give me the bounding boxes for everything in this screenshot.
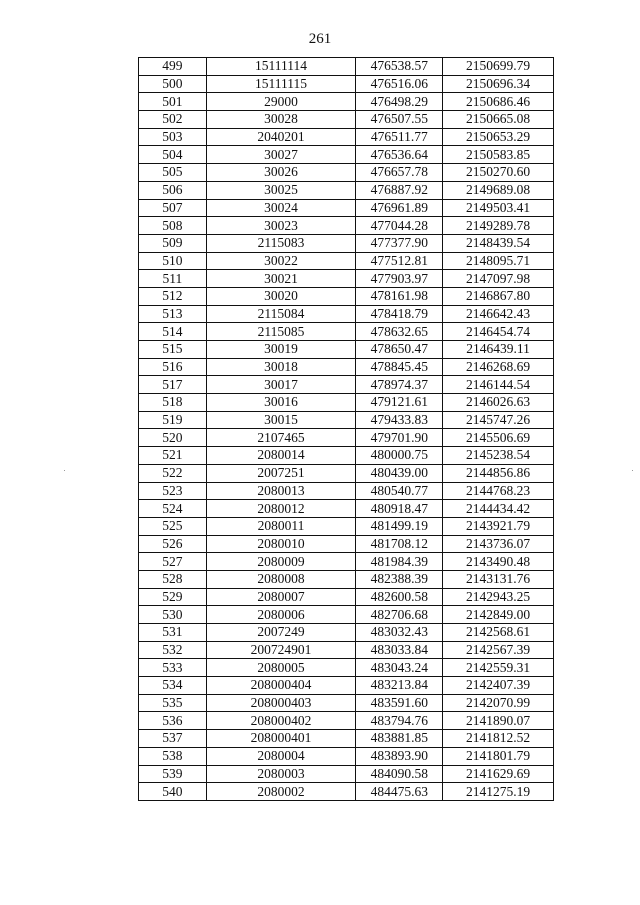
point-id-cell: 208000404 — [206, 677, 356, 695]
table-row — [139, 128, 554, 146]
point-number-cell: 521 — [139, 447, 207, 465]
point-number-cell: 510 — [139, 252, 207, 270]
x-coordinate-cell: 478650.47 — [356, 341, 443, 359]
point-id-cell: 2080010 — [206, 535, 356, 553]
y-coordinate-cell: 2144768.23 — [443, 482, 554, 500]
y-coordinate-cell: 2141275.19 — [443, 783, 554, 801]
point-number-cell: 534 — [139, 677, 207, 695]
y-coordinate-cell: 2146026.63 — [443, 394, 554, 412]
x-coordinate-cell: 483213.84 — [356, 677, 443, 695]
table-row — [139, 93, 554, 111]
y-coordinate-cell: 2150665.08 — [443, 111, 554, 129]
point-number-cell: 540 — [139, 783, 207, 801]
x-coordinate-cell: 483893.90 — [356, 747, 443, 765]
table-row — [139, 341, 554, 359]
point-number-cell: 532 — [139, 641, 207, 659]
table-row — [139, 217, 554, 235]
point-number-cell: 511 — [139, 270, 207, 288]
y-coordinate-cell: 2141890.07 — [443, 712, 554, 730]
table-row — [139, 641, 554, 659]
point-id-cell: 30023 — [206, 217, 356, 235]
y-coordinate-cell: 2142567.39 — [443, 641, 554, 659]
point-number-cell: 530 — [139, 606, 207, 624]
point-id-cell: 30018 — [206, 358, 356, 376]
point-number-cell: 531 — [139, 624, 207, 642]
point-number-cell: 520 — [139, 429, 207, 447]
x-coordinate-cell: 478418.79 — [356, 305, 443, 323]
y-coordinate-cell: 2146144.54 — [443, 376, 554, 394]
point-number-cell: 509 — [139, 234, 207, 252]
point-id-cell: 2080002 — [206, 783, 356, 801]
y-coordinate-cell: 2145747.26 — [443, 411, 554, 429]
point-id-cell: 200724901 — [206, 641, 356, 659]
x-coordinate-cell: 483881.85 — [356, 730, 443, 748]
point-number-cell: 529 — [139, 588, 207, 606]
point-number-cell: 512 — [139, 287, 207, 305]
x-coordinate-cell: 483794.76 — [356, 712, 443, 730]
table-row — [139, 358, 554, 376]
y-coordinate-cell: 2148439.54 — [443, 234, 554, 252]
table-row — [139, 411, 554, 429]
table-row — [139, 677, 554, 695]
y-coordinate-cell: 2146867.80 — [443, 287, 554, 305]
point-number-cell: 505 — [139, 164, 207, 182]
margin-mark — [632, 470, 633, 471]
table-row — [139, 75, 554, 93]
x-coordinate-cell: 476657.78 — [356, 164, 443, 182]
point-id-cell: 2080005 — [206, 659, 356, 677]
y-coordinate-cell: 2149289.78 — [443, 217, 554, 235]
point-id-cell: 2115084 — [206, 305, 356, 323]
y-coordinate-cell: 2142849.00 — [443, 606, 554, 624]
y-coordinate-cell: 2145238.54 — [443, 447, 554, 465]
point-id-cell: 30019 — [206, 341, 356, 359]
x-coordinate-cell: 479121.61 — [356, 394, 443, 412]
table-row — [139, 482, 554, 500]
table-row — [139, 447, 554, 465]
table-row — [139, 376, 554, 394]
point-id-cell: 208000403 — [206, 694, 356, 712]
x-coordinate-cell: 480918.47 — [356, 500, 443, 518]
y-coordinate-cell: 2142568.61 — [443, 624, 554, 642]
table-row — [139, 517, 554, 535]
point-id-cell: 2007251 — [206, 464, 356, 482]
page-number: 261 — [308, 31, 332, 47]
table-row — [139, 429, 554, 447]
table-row — [139, 553, 554, 571]
point-number-cell: 500 — [139, 75, 207, 93]
y-coordinate-cell: 2143131.76 — [443, 570, 554, 588]
point-id-cell: 30025 — [206, 181, 356, 199]
point-number-cell: 501 — [139, 93, 207, 111]
point-id-cell: 2080003 — [206, 765, 356, 783]
y-coordinate-cell: 2146268.69 — [443, 358, 554, 376]
point-number-cell: 504 — [139, 146, 207, 164]
point-number-cell: 523 — [139, 482, 207, 500]
y-coordinate-cell: 2145506.69 — [443, 429, 554, 447]
x-coordinate-cell: 481984.39 — [356, 553, 443, 571]
table-row — [139, 270, 554, 288]
y-coordinate-cell: 2149689.08 — [443, 181, 554, 199]
point-number-cell: 499 — [139, 58, 207, 76]
point-number-cell: 508 — [139, 217, 207, 235]
y-coordinate-cell: 2146642.43 — [443, 305, 554, 323]
point-number-cell: 503 — [139, 128, 207, 146]
point-number-cell: 525 — [139, 517, 207, 535]
table-row — [139, 146, 554, 164]
point-id-cell: 15111114 — [206, 58, 356, 76]
y-coordinate-cell: 2141812.52 — [443, 730, 554, 748]
point-id-cell: 2107465 — [206, 429, 356, 447]
y-coordinate-cell: 2143736.07 — [443, 535, 554, 553]
point-number-cell: 507 — [139, 199, 207, 217]
point-id-cell: 15111115 — [206, 75, 356, 93]
point-id-cell: 30021 — [206, 270, 356, 288]
y-coordinate-cell: 2141629.69 — [443, 765, 554, 783]
y-coordinate-cell: 2150686.46 — [443, 93, 554, 111]
point-id-cell: 30022 — [206, 252, 356, 270]
y-coordinate-cell: 2144434.42 — [443, 500, 554, 518]
table-row — [139, 464, 554, 482]
point-id-cell: 2080011 — [206, 517, 356, 535]
point-id-cell: 2080012 — [206, 500, 356, 518]
x-coordinate-cell: 478632.65 — [356, 323, 443, 341]
y-coordinate-cell: 2142407.39 — [443, 677, 554, 695]
x-coordinate-cell: 476536.64 — [356, 146, 443, 164]
point-id-cell: 2115085 — [206, 323, 356, 341]
point-number-cell: 518 — [139, 394, 207, 412]
point-id-cell: 2080009 — [206, 553, 356, 571]
y-coordinate-cell: 2150699.79 — [443, 58, 554, 76]
point-id-cell: 2007249 — [206, 624, 356, 642]
point-number-cell: 533 — [139, 659, 207, 677]
x-coordinate-cell: 476507.55 — [356, 111, 443, 129]
table-row — [139, 730, 554, 748]
x-coordinate-cell: 476887.92 — [356, 181, 443, 199]
x-coordinate-cell: 476498.29 — [356, 93, 443, 111]
point-number-cell: 536 — [139, 712, 207, 730]
x-coordinate-cell: 477044.28 — [356, 217, 443, 235]
x-coordinate-cell: 484090.58 — [356, 765, 443, 783]
table-row — [139, 287, 554, 305]
table-row — [139, 252, 554, 270]
point-id-cell: 30027 — [206, 146, 356, 164]
x-coordinate-cell: 479433.83 — [356, 411, 443, 429]
y-coordinate-cell: 2146439.11 — [443, 341, 554, 359]
point-number-cell: 538 — [139, 747, 207, 765]
point-number-cell: 515 — [139, 341, 207, 359]
point-id-cell: 30015 — [206, 411, 356, 429]
x-coordinate-cell: 478845.45 — [356, 358, 443, 376]
x-coordinate-cell: 482706.68 — [356, 606, 443, 624]
point-id-cell: 2080008 — [206, 570, 356, 588]
point-number-cell: 535 — [139, 694, 207, 712]
table-row — [139, 659, 554, 677]
y-coordinate-cell: 2146454.74 — [443, 323, 554, 341]
point-number-cell: 516 — [139, 358, 207, 376]
x-coordinate-cell: 483032.43 — [356, 624, 443, 642]
x-coordinate-cell: 484475.63 — [356, 783, 443, 801]
table-row — [139, 305, 554, 323]
coordinates-table — [138, 57, 554, 801]
table-row — [139, 234, 554, 252]
table-row — [139, 783, 554, 801]
point-number-cell: 517 — [139, 376, 207, 394]
point-number-cell: 527 — [139, 553, 207, 571]
point-number-cell: 524 — [139, 500, 207, 518]
point-id-cell: 30028 — [206, 111, 356, 129]
point-number-cell: 513 — [139, 305, 207, 323]
x-coordinate-cell: 476961.89 — [356, 199, 443, 217]
margin-mark — [64, 470, 65, 471]
y-coordinate-cell: 2150653.29 — [443, 128, 554, 146]
y-coordinate-cell: 2143490.48 — [443, 553, 554, 571]
x-coordinate-cell: 481708.12 — [356, 535, 443, 553]
x-coordinate-cell: 483043.24 — [356, 659, 443, 677]
table-body — [139, 58, 554, 801]
table-row — [139, 323, 554, 341]
point-number-cell: 526 — [139, 535, 207, 553]
point-number-cell: 528 — [139, 570, 207, 588]
x-coordinate-cell: 477903.97 — [356, 270, 443, 288]
y-coordinate-cell: 2150270.60 — [443, 164, 554, 182]
x-coordinate-cell: 477377.90 — [356, 234, 443, 252]
point-id-cell: 208000401 — [206, 730, 356, 748]
y-coordinate-cell: 2150583.85 — [443, 146, 554, 164]
table-row — [139, 747, 554, 765]
table-row — [139, 588, 554, 606]
point-id-cell: 30016 — [206, 394, 356, 412]
x-coordinate-cell: 476516.06 — [356, 75, 443, 93]
table-row — [139, 394, 554, 412]
x-coordinate-cell: 483033.84 — [356, 641, 443, 659]
point-id-cell: 30020 — [206, 287, 356, 305]
x-coordinate-cell: 478161.98 — [356, 287, 443, 305]
x-coordinate-cell: 478974.37 — [356, 376, 443, 394]
y-coordinate-cell: 2150696.34 — [443, 75, 554, 93]
point-id-cell: 2080013 — [206, 482, 356, 500]
y-coordinate-cell: 2144856.86 — [443, 464, 554, 482]
x-coordinate-cell: 482388.39 — [356, 570, 443, 588]
x-coordinate-cell: 476538.57 — [356, 58, 443, 76]
point-id-cell: 30024 — [206, 199, 356, 217]
y-coordinate-cell: 2142943.25 — [443, 588, 554, 606]
table-row — [139, 58, 554, 76]
point-id-cell: 2080014 — [206, 447, 356, 465]
point-number-cell: 522 — [139, 464, 207, 482]
x-coordinate-cell: 480439.00 — [356, 464, 443, 482]
x-coordinate-cell: 483591.60 — [356, 694, 443, 712]
point-id-cell: 2080007 — [206, 588, 356, 606]
x-coordinate-cell: 481499.19 — [356, 517, 443, 535]
table-row — [139, 500, 554, 518]
point-id-cell: 2080006 — [206, 606, 356, 624]
point-id-cell: 2115083 — [206, 234, 356, 252]
table-row — [139, 164, 554, 182]
table-row — [139, 606, 554, 624]
x-coordinate-cell: 480540.77 — [356, 482, 443, 500]
point-id-cell: 2080004 — [206, 747, 356, 765]
table-row — [139, 624, 554, 642]
y-coordinate-cell: 2142070.99 — [443, 694, 554, 712]
table-row — [139, 570, 554, 588]
y-coordinate-cell: 2148095.71 — [443, 252, 554, 270]
point-number-cell: 539 — [139, 765, 207, 783]
point-number-cell: 537 — [139, 730, 207, 748]
x-coordinate-cell: 476511.77 — [356, 128, 443, 146]
point-number-cell: 519 — [139, 411, 207, 429]
table-row — [139, 765, 554, 783]
y-coordinate-cell: 2143921.79 — [443, 517, 554, 535]
y-coordinate-cell: 2147097.98 — [443, 270, 554, 288]
table-row — [139, 535, 554, 553]
point-id-cell: 30017 — [206, 376, 356, 394]
table-row — [139, 199, 554, 217]
x-coordinate-cell: 482600.58 — [356, 588, 443, 606]
point-number-cell: 514 — [139, 323, 207, 341]
point-id-cell: 208000402 — [206, 712, 356, 730]
y-coordinate-cell: 2142559.31 — [443, 659, 554, 677]
point-number-cell: 506 — [139, 181, 207, 199]
y-coordinate-cell: 2149503.41 — [443, 199, 554, 217]
x-coordinate-cell: 479701.90 — [356, 429, 443, 447]
point-id-cell: 2040201 — [206, 128, 356, 146]
table-row — [139, 111, 554, 129]
y-coordinate-cell: 2141801.79 — [443, 747, 554, 765]
x-coordinate-cell: 477512.81 — [356, 252, 443, 270]
point-number-cell: 502 — [139, 111, 207, 129]
point-id-cell: 30026 — [206, 164, 356, 182]
table-row — [139, 694, 554, 712]
table-row — [139, 181, 554, 199]
table-row — [139, 712, 554, 730]
point-id-cell: 29000 — [206, 93, 356, 111]
x-coordinate-cell: 480000.75 — [356, 447, 443, 465]
